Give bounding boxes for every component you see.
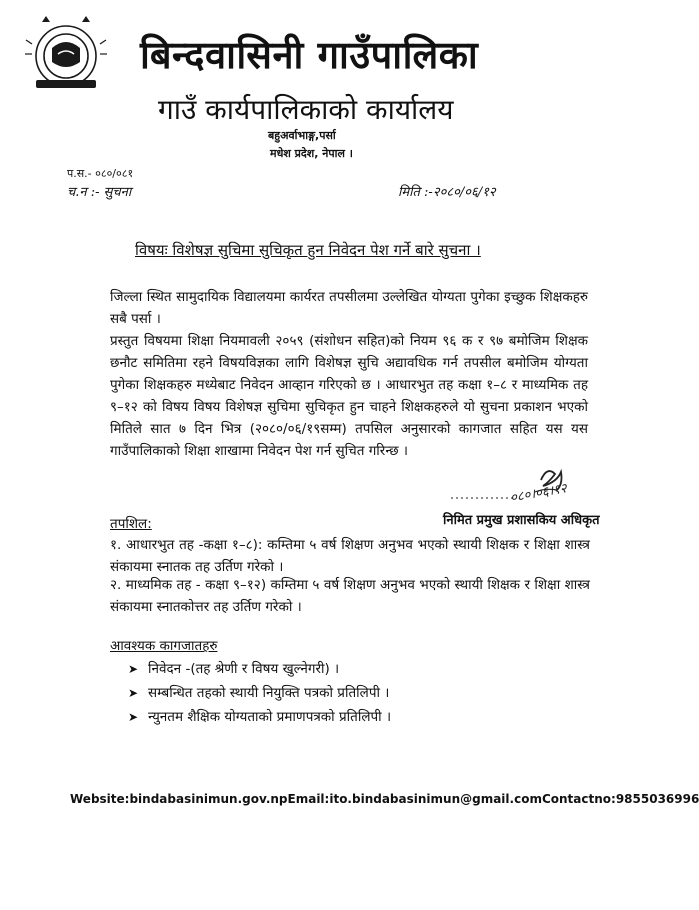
documents-list <box>128 658 391 730</box>
arrow-bullet-icon: ➤ <box>128 710 139 724</box>
arrow-bullet-icon: ➤ <box>128 686 139 700</box>
dispatch-number: च.न :- सुचना <box>67 185 132 200</box>
document-item-3: न्युनतम शैक्षिक योग्यताको प्रमाणपत्रको प्रतिलिपी । <box>148 709 392 725</box>
address-line-1: बहुअर्वाभाङ्ग,पर्सा <box>268 129 336 142</box>
document-item-1: निवेदन -(तह श्रेणी र विषय खुल्नेगरी) । <box>148 661 340 677</box>
list-item <box>128 682 391 706</box>
office-name: गाउँ कार्यपालिकाको कार्यालय <box>158 93 454 126</box>
body-paragraph-2: प्रस्तुत विषयमा शिक्षा नियमावली २०५९ (संशोधन सहित)को नियम ९६ क र ९७ बमोजिम शिक्षक छनौट समितिमा रहने विषयविज्ञका लागि विशेषज्ञ सुचि अद्यावधिक गर्न तपसील बमोजिम योग्यता पुगेका शिक्षकहरु मध्येबाट निवेदन आव्हान गरिएको छ । आधारभुत तह कक्षा १–८ र माध्यमिक तह ९–१२ को विषय विषय विशेषज्ञ सुचिमा सुचिकृत हुन चाहने शिक्षकहरुले यो सुचना प्रकाशन भएको मितिले सात ७ दिन भित्र (२०८०/०६/१९सम्म) तपसिल अनुसारको कागजात सहित यस यस गाउँपालिकाको शिक्षा शाखामा निवेदन पेश गर्न सुचित गरिन्छ । <box>110 333 588 459</box>
organization-name: बिन्दवासिनी गाउँपालिका <box>140 33 479 77</box>
documents-heading: आवश्यक कागजातहरु <box>110 638 218 654</box>
subject-line: विषयः विशेषज्ञ सुचिमा सुचिकृत हुन निवेदन पेश गर्ने बारे सुचना । <box>135 241 481 259</box>
document-item-2: सम्बन्धित तहको स्थायी नियुक्ति पत्रको प्रतिलिपी । <box>148 685 390 701</box>
address-line-2: मधेश प्रदेश, नेपाल । <box>270 147 353 160</box>
reference-number: प.स.- ०८०/०८१ <box>67 167 134 180</box>
government-emblem-icon <box>22 14 110 94</box>
body-paragraph-1: जिल्ला स्थित सामुदायिक विद्यालयमा कार्यरत तपसीलमा उल्लेखित योग्यता पुगेका इच्छुक शिक्षकहरु सबै पर्सा । <box>110 289 588 327</box>
signature-date: ०८०।०६।१२ <box>509 481 569 506</box>
letter-date: मिति :-२०८०/०६/१२ <box>398 185 496 200</box>
arrow-bullet-icon: ➤ <box>128 662 139 676</box>
list-item <box>128 658 391 682</box>
signatory-title: निमित प्रमुख प्रशासकिय अधिकृत <box>443 513 600 528</box>
details-heading: तपशिल: <box>110 516 152 532</box>
details-item-2: २. माध्यमिक तह - कक्षा ९–१२) कम्तिमा ५ वर्ष शिक्षण अनुभव भएको स्थायी शिक्षक र शिक्षा शास्त्र संकायमा स्नातकोत्तर तह उर्तिण गरेको । <box>110 577 590 615</box>
contact-footer: Website:bindabasinimun.gov.npEmail:ito.bindabasinimun@gmail.comContactno:9855036996 <box>70 792 699 806</box>
list-item <box>128 706 391 730</box>
details-item-1: १. आधारभुत तह -कक्षा १–८): कम्तिमा ५ वर्ष शिक्षण अनुभव भएको स्थायी शिक्षक र शिक्षा शास्त्र संकायमा स्नातक तह उर्तिण गरेको । <box>110 537 590 575</box>
